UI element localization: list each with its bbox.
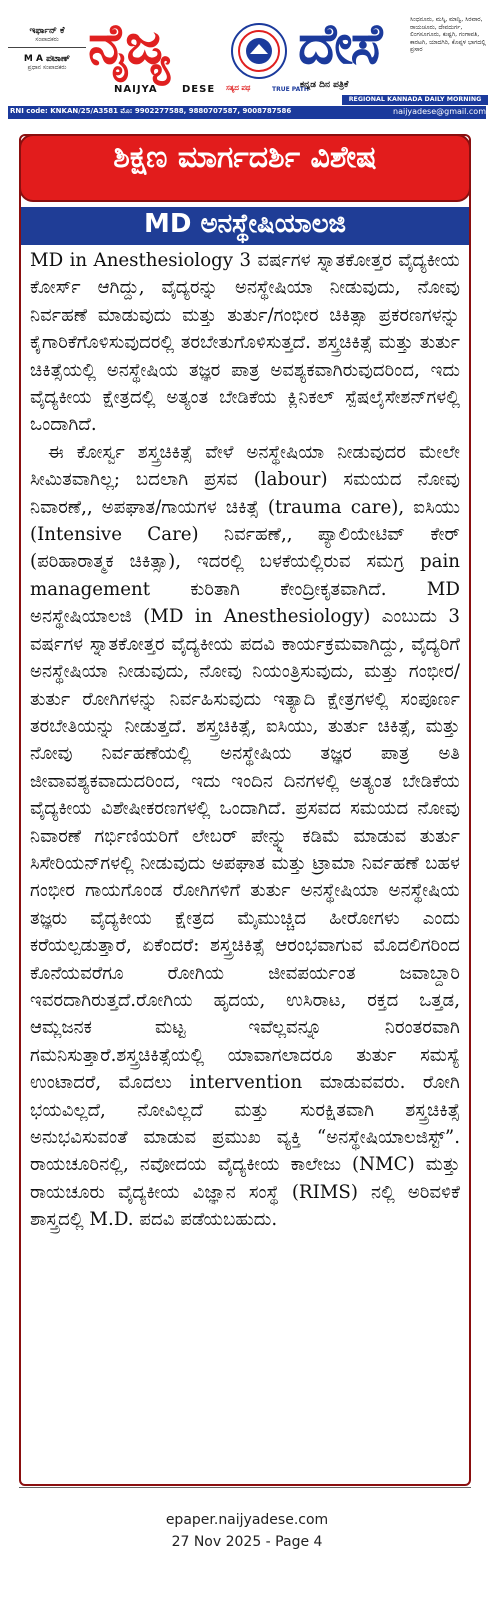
paper-title-en-part2: DESE	[182, 84, 216, 95]
motto-kn: ಸತ್ಯದ ಪಥ	[226, 84, 251, 92]
regional-label: REGIONAL KANNADA DAILY MORNING	[342, 95, 488, 105]
motto-en: TRUE PATH	[272, 86, 309, 93]
footer-divider	[19, 1487, 471, 1488]
paragraph-2: ಈ ಕೋರ್ಸ್ವ ಶಸ್ತ್ರಚಿಕಿತ್ಸೆ ವೇಳೆ ಅನಸ್ಥೇಷಿಯಾ ನೀಡುವುದರ ಮೇಲೇ ಸೀಮಿತವಾಗಿಲ್ಲ; ಬದಲಾಗಿ ಪ್ರಸವ (labour) ಸಮಯದ ನೋವು ನಿವಾರಣೆ,, ಅಪಘಾತ/ಗಾಯಗಳ ಚಿಕಿತ್ಸೆ (trauma care), ಐಸಿಯು (Intensive Care) ನಿರ್ವಹಣೆ,, ಪ್ಯಾಲಿಯೇಟಿವ್ ಕೇರ್ (ಪರಿಹಾರಾತ್ಮಕ ಚಿಕಿತ್ಸಾ), ಇದರಲ್ಲಿ ಬಳಕೆಯಲ್ಲಿರುವ ಸಮಗ್ರ pain management ಕುರಿತಾಗಿ ಕೇಂದ್ರೀಕೃತವಾಗಿದೆ. MD ಅನಸ್ಥೇಷಿಯಾಲಜಿ (MD in Anesthesiology) ಎಂಬುದು 3 ವರ್ಷಗಳ ಸ್ನಾತಕೋತ್ತರ ವೈದ್ಯಕೀಯ ಪದವಿ ಕಾರ್ಯಕ್ರಮವಾಗಿದ್ದು, ವೈದ್ಯರಿಗೆ ಅನಸ್ಥೇಷಿಯಾ ನೀಡುವುದು, ನೋವು ನಿಯಂತ್ರಿಸುವುದು, ಮತ್ತು ಗಂಭೀರ/ತುರ್ತು ರೋಗಿಗಳನ್ನು ನಿರ್ವಹಿಸುವುದು ಇತ್ಯಾದಿ ಕ್ಷೇತ್ರಗಳಲ್ಲಿ ಸಂಪೂರ್ಣ ತರಬೇತಿಯನ್ನು ನೀಡುತ್ತದೆ. ಶಸ್ತ್ರಚಿಕಿತ್ಸೆ, ಐಸಿಯು, ತುರ್ತು ಚಿಕಿತ್ಸೆ, ಮತ್ತು ನೋವು ನಿರ್ವಹಣೆಯಲ್ಲಿ ಅನಸ್ಥೇಷಿಯ ತಜ್ಞರ ಪಾತ್ರ ಅತಿ ಜೀವಾವಶ್ಯಕವಾದುದರಿಂದ, ಇದು ಇಂದಿನ ದಿನಗಳಲ್ಲಿ ಅತ್ಯಂತ ಬೇಡಿಕೆಯ ವೈದ್ಯಕೀಯ ವಿಶೇಷೀಕರಣಗಳಲ್ಲಿ ಒಂದಾಗಿದೆ. ಪ್ರಸವದ ಸಮಯದ ನೋವು ನಿವಾರಣೆ ಗರ್ಭಿಣಿಯರಿಗೆ ಲೇಬರ್ ಪೇನ್ನ್ನು ಕಡಿಮೆ ಮಾಡುವ ತುರ್ತು ಸಿಸೇರಿಯನ್‌ಗಳಲ್ಲಿ ನೀಡುವುದು ಅಪಘಾತ ಮತ್ತು ಟ್ರಾಮಾ ನಿರ್ವಹಣೆ ಬಹಳ ಗಂಭೀರ ಗಾಯಗೊಂಡ ರೋಗಿಗಳಿಗೆ ತುರ್ತು ಅನಸ್ಥೇಷಿಯಾ ಅನಸ್ಥೇಷಿಯ ತಜ್ಞರು ವೈದ್ಯಕೀಯ ಕ್ಷೇತ್ರದ ಮೈಮುಚ್ಚಿದ ಹೀರೋಗಳು ಎಂದು ಕರೆಯಲ್ಪಡುತ್ತಾರೆ, ಏಕೆಂದರೆ: ಶಸ್ತ್ರಚಿಕಿತ್ಸೆ ಆರಂಭವಾಗುವ ಮೊದಲಿಗರಿಂದ ಕೊನೆಯವರೆಗೂ ರೋಗಿಯ ಜೀವಪರ್ಯಂತ ಜವಾಬ್ದಾರಿ ಇವರದಾಗಿರುತ್ತದೆ.ರೋಗಿಯ ಹೃದಯ, ಉಸಿರಾಟ, ರಕ್ತದ ಒತ್ತಡ, ಆಮ್ಲಜನಕ ಮಟ್ಟ ಇವೆಲ್ಲವನ್ನೂ ನಿರಂತರವಾಗಿ ಗಮನಿಸುತ್ತಾರೆ.ಶಸ್ತ್ರಚಿಕಿತ್ಸೆಯಲ್ಲಿ ಯಾವಾಗಲಾದರೂ ತುರ್ತು ಸಮಸ್ಯೆ ಉಂಟಾದರೆ, ಮೊದಲು intervention ಮಾಡುವವರು. ರೋಗಿ ಭಯವಿಲ್ಲದೆ, ನೋವಿಲ್ಲದೆ ಮತ್ತು ಸುರಕ್ಷಿತವಾಗಿ ಶಸ್ತ್ರಚಿಕಿತ್ಸೆ ಅನುಭವಿಸುವಂತೆ ಮಾಡುವ ಪ್ರಮುಖ ವ್ಯಕ್ತಿ “ಅನಸ್ಥೇಷಿಯಾಲಜಿಸ್ಟ್”. ರಾಯಚೂರಿನಲ್ಲಿ, ನವೋದಯ ವೈದ್ಯಕೀಯ ಕಾಲೇಜು (NMC) ಮತ್ತು ರಾಯಚೂರು ವೈದ್ಯಕೀಯ ವಿಜ್ಞಾನ ಸಂಸ್ಥೆ (RIMS) ನಲ್ಲಿ ಅರಿವಳಿಕೆ ಶಾಸ್ತ್ರದಲ್ಲಿ M.D. ಪದವಿ ಪಡೆಯಬಹುದು.	[30, 441, 460, 1231]
distribution-areas: ಸಿಂಧನೂರು, ಮಸ್ಕಿ, ಮಾನ್ವಿ, ಸಿರವಾರ, ರಾಯಚೂರು, ದೇವದುರ್ಗ, ಲಿಂಗಸೂಗೂರು, ಕುಷ್ಟಗಿ, ಗಂಗಾವತಿ, ಕಾರಟಗಿ, ಯಾದಗಿರಿ, ಕೊಪ್ಪಳ ಭಾಗದಲ್ಲಿ ಪ್ರಸಾರ	[410, 16, 486, 53]
editor-name: ಇರ್ಫಾನ್ ಕೆ	[29, 26, 65, 36]
chief-editor-name: M A ಪಟಾಣ್	[23, 54, 71, 64]
editor-box	[8, 26, 86, 72]
article-subtitle: MD ಅನಸ್ಥೇಷಿಯಾಲಜಿ	[143, 209, 347, 239]
footer-url[interactable]: epaper.naijyadese.com	[165, 1512, 329, 1528]
chief-editor-role: ಪ್ರಧಾನ ಸಂಪಾದಕರು	[27, 64, 67, 71]
email-address: naijyadese@gmail.com	[393, 107, 486, 116]
masthead	[0, 0, 494, 116]
editor-role: ಸಂಪಾದಕರು	[35, 36, 59, 43]
paper-title-kn-part2: ದೇಸೆ	[298, 12, 381, 77]
rni-code: RNI code: KNKAN/25/A3581 ಮೊ: 9902277588, 9880707587, 9008787586	[10, 107, 292, 115]
paper-title-kn-part1: ನೈಜ್ಯ	[88, 12, 169, 77]
banner-title: ಶಿಕ್ಷಣ ಮಾರ್ಗದರ್ಶಿ ವಿಶೇಷ	[113, 140, 377, 175]
article-body	[30, 247, 460, 1234]
tagline: ಕನ್ನಡ ದಿನ ಪತ್ರಿಕೆ	[300, 80, 349, 90]
footer-date: 27 Nov 2025 - Page 4	[171, 1534, 323, 1550]
paragraph-1: MD in Anesthesiology 3 ವರ್ಷಗಳ ಸ್ನಾತಕೋತ್ತರ ವೈದ್ಯಕೀಯ ಕೋರ್ಸ್ ಆಗಿದ್ದು, ವೈದ್ಯರನ್ನು ಅನಸ್ಥೇಷಿಯಾ ನೀಡುವುದು, ನೋವು ನಿರ್ವಹಣೆ ಮಾಡುವುದು ಮತ್ತು ತುರ್ತು/ಗಂಭೀರ ಚಿಕಿತ್ಸಾ ಪ್ರಕರಣಗಳನ್ನು ಕೈಗಾರಿಕೆಗೊಳಿಸುವುದರಲ್ಲಿ ತರಬೇತುಗೊಳಿಸುತ್ತದೆ. ಶಸ್ತ್ರಚಿಕಿತ್ಸೆ ಮತ್ತು ತುರ್ತು ಚಿಕಿತ್ಸೆಯಲ್ಲಿ ಅನಸ್ಥೇಷಿಯ ತಜ್ಞರ ಪಾತ್ರ ಅವಶ್ಯಕವಾಗಿರುವುದರಿಂದ, ಇದು ವೈದ್ಯಕೀಯ ಕ್ಷೇತ್ರದಲ್ಲಿ ಅತ್ಯಂತ ಬೇಡಿಕೆಯ ಕ್ಲಿನಿಕಲ್ ಸ್ಪೆಷಲೈಸೇಶನ್‌ಗಳಲ್ಲಿ ಒಂದಾಗಿದೆ.	[30, 250, 460, 436]
paper-title-en-part1: NAIJYA	[114, 84, 158, 95]
divider	[8, 47, 86, 48]
paper-logo-emblem	[230, 22, 288, 80]
